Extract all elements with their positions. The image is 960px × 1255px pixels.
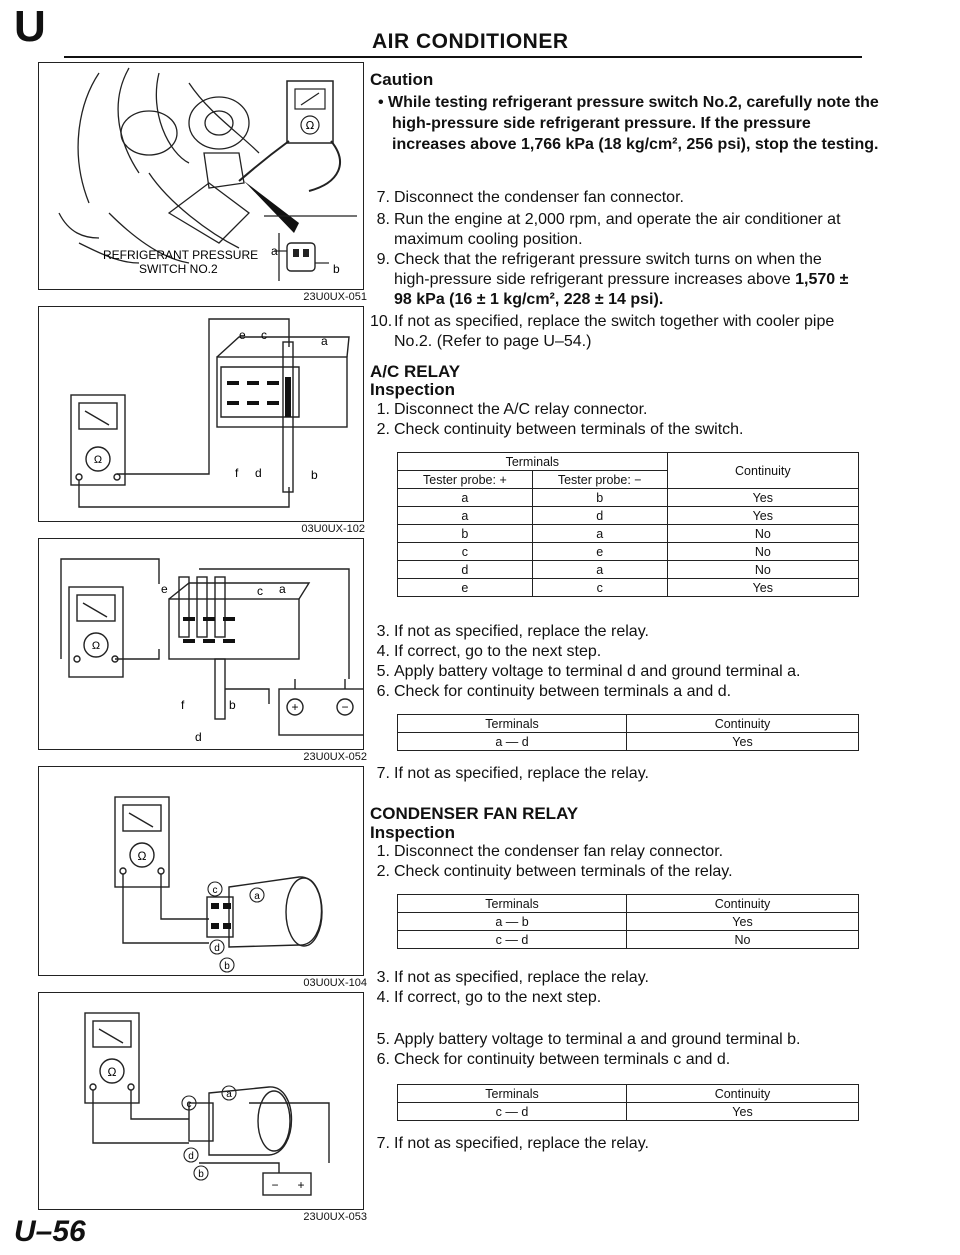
term-label: b [224, 961, 230, 972]
figure-ac-relay-battery [38, 538, 367, 763]
step-item: 1. Disconnect the condenser fan relay connector. [376, 843, 724, 860]
table-header: Terminals [398, 895, 627, 913]
step-item: 10. If not as specified, replace the switch together with cooler pipe No.2. (Refer to page U–54.) [370, 313, 835, 350]
step-item: 3. If not as specified, replace the relay. [376, 623, 649, 640]
step-item: 7. If not as specified, replace the relay. [376, 1135, 649, 1152]
term-label: d [195, 730, 202, 744]
figure-code: 23U0UX-052 [303, 751, 367, 763]
step-item: 7. If not as specified, replace the relay. [376, 765, 649, 782]
step-item: 5. Apply battery voltage to terminal a and ground terminal b. [376, 1031, 801, 1048]
fan-relay-heading: CONDENSER FAN RELAY [370, 804, 579, 823]
term-label: b [311, 468, 318, 482]
term-label: b [198, 1169, 204, 1180]
table-header: Continuity [627, 1085, 859, 1103]
table-header: Continuity [627, 895, 859, 913]
step-item: 2. Check continuity between terminals of the switch. [376, 421, 744, 438]
page-number: U–56 [14, 1215, 86, 1248]
battery-minus: − [271, 1178, 279, 1192]
switch-label-line2: SWITCH NO.2 [139, 262, 218, 276]
figure-code: 03U0UX-102 [301, 523, 365, 535]
ac-relay-continuity-diagram [39, 307, 363, 521]
fan-relay-voltage-table [397, 1084, 859, 1121]
section-letter: U [14, 2, 46, 51]
figure-code: 23U0UX-051 [303, 291, 367, 303]
battery-plus: + [297, 1178, 305, 1192]
term-label: a [321, 334, 328, 348]
step-item: 3. If not as specified, replace the relay. [376, 969, 649, 986]
term-label: a [226, 1089, 232, 1100]
ac-relay-battery-diagram [39, 539, 363, 749]
step-item: 6. Check for continuity between terminals a and d. [376, 683, 732, 700]
terminal-b-label: b [333, 262, 340, 276]
step-item: 2. Check continuity between terminals of the relay. [376, 863, 733, 880]
table-row: a b Yes [398, 489, 859, 507]
table-row: c — d No [398, 931, 859, 949]
battery-minus: − [341, 700, 349, 714]
figure-pressure-switch [38, 62, 367, 303]
table-row: d a No [398, 561, 859, 579]
step-spec-value: 1,570 ± 98 kPa (16 ± 1 kg/cm², 228 ± 14 psi). [394, 271, 849, 308]
meter-symbol: Ω [91, 640, 101, 652]
fan-relay-continuity-table [397, 894, 859, 949]
ac-relay-subheading: Inspection [370, 380, 456, 399]
table-row: a — d Yes [398, 733, 859, 751]
relay-body-icon [229, 877, 322, 947]
table-row: e c Yes [398, 579, 859, 597]
table-row: a d Yes [398, 507, 859, 525]
battery-plus: + [291, 700, 299, 714]
term-label: d [214, 943, 220, 954]
table-header: Continuity [627, 715, 859, 733]
table-row: b a No [398, 525, 859, 543]
table-header: Terminals [398, 1085, 627, 1103]
terminal-a-label: a [271, 244, 278, 258]
step-item: 4. If correct, go to the next step. [376, 643, 602, 660]
table-row: a — b Yes [398, 913, 859, 931]
fan-relay-battery-diagram [39, 993, 363, 1209]
caution-heading: Caution [370, 70, 434, 89]
fan-relay-continuity-diagram [39, 767, 363, 975]
table-header: Terminals [398, 715, 627, 733]
meter-symbol: Ω [137, 849, 147, 863]
caution-body: While testing refrigerant pressure switch No.2, carefully note the high-pressure side refrigerant pressure. If the pressure increases above 1,766 kPa (18 kg/cm², 256 psi), stop the testing. [388, 94, 879, 153]
page-title: AIR CONDITIONER [372, 30, 569, 53]
step-item: 6. Check for continuity between terminals c and d. [376, 1051, 731, 1068]
figure-fan-relay-continuity [38, 766, 367, 989]
table-header: Tester probe: + [398, 471, 533, 489]
switch-label-line1: REFRIGERANT PRESSURE [103, 248, 259, 262]
step-item: 5. Apply battery voltage to terminal d and ground terminal a. [376, 663, 801, 680]
term-label: c [186, 1099, 192, 1110]
svg-text:Ω: Ω [305, 119, 315, 132]
term-label: d [188, 1151, 194, 1162]
relay-body-icon [209, 1087, 292, 1155]
table-header: Terminals [398, 453, 668, 471]
ac-relay-continuity-table [397, 452, 859, 597]
figure-code: 03U0UX-104 [303, 977, 367, 989]
term-label: d [255, 466, 262, 480]
step-item: 4. If correct, go to the next step. [376, 989, 602, 1006]
table-header: Continuity [667, 453, 858, 489]
caution-text: • While testing refrigerant pressure switch No.2, carefully note the high-pressure side refrigerant pressure. If the pressure increases above 1,766 kPa (18 kg/cm², 256 psi), stop the testing. [378, 94, 879, 153]
term-label: e [239, 328, 246, 342]
ac-relay-voltage-table [397, 714, 859, 751]
pressure-switch-illustration [39, 63, 363, 289]
ac-relay-heading: A/C RELAY [370, 362, 461, 381]
figure-ac-relay-continuity [38, 306, 365, 535]
header-rule [64, 56, 862, 58]
term-label: a [254, 891, 260, 902]
table-row: c e No [398, 543, 859, 561]
meter-symbol: Ω [107, 1065, 117, 1079]
step-text: Check that the refrigerant pressure switch turns on when the high-pressure side refrigerant pressure increases above [394, 251, 822, 288]
table-row: c — d Yes [398, 1103, 859, 1121]
fan-relay-subheading: Inspection [370, 823, 456, 842]
term-label: a [279, 582, 286, 596]
figure-code: 23U0UX-053 [303, 1211, 367, 1223]
step-item: 1. Disconnect the A/C relay connector. [376, 401, 648, 418]
step-item: 7. Disconnect the condenser fan connector. [376, 189, 684, 206]
term-label: e [161, 582, 168, 596]
step-item: 9. Check that the refrigerant pressure switch turns on when the high-pressure side refrigerant pressure increases above 1,570 ± 98 kPa (16 ± 1 kg/cm², 228 ± 14 psi). [376, 251, 849, 308]
term-label: c [212, 885, 218, 896]
term-label: c [257, 584, 263, 598]
step-item: 8. Run the engine at 2,000 rpm, and operate the air conditioner at maximum cooling position. [376, 211, 841, 248]
term-label: b [229, 698, 236, 712]
term-label: f [181, 698, 185, 712]
switch-connector-icon [287, 243, 315, 271]
table-header: Tester probe: − [532, 471, 667, 489]
meter-symbol: Ω [93, 454, 103, 466]
term-label: f [235, 466, 239, 480]
term-label: c [261, 328, 267, 342]
figure-fan-relay-battery [38, 992, 367, 1223]
